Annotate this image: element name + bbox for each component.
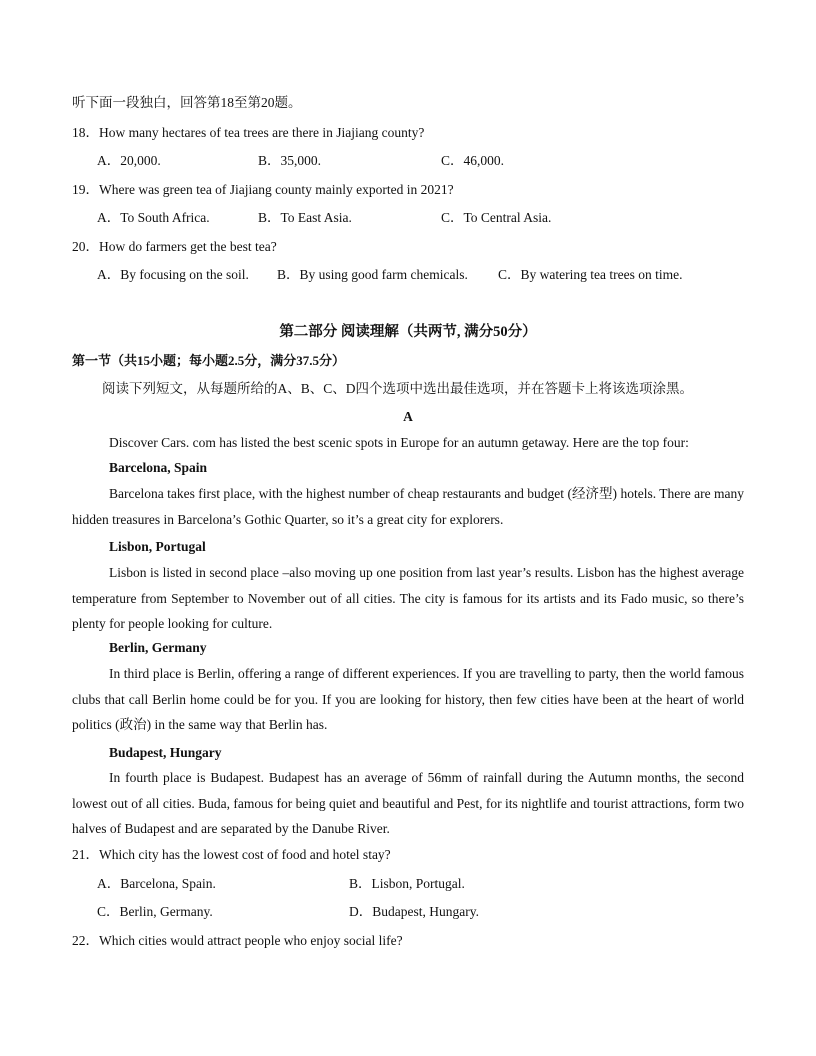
part-two-title: 第二部分 阅读理解（共两节, 满分50分） [279, 324, 537, 340]
question-19-option-c: C．To Central Asia. [441, 210, 552, 225]
city-heading-barcelona: Barcelona, Spain [109, 460, 208, 475]
question-18-option-b: B．35,000. [258, 153, 322, 168]
question-20-option-c: C．By watering tea trees on time. [498, 267, 683, 282]
question-20-option-b: B．By using good farm chemicals. [277, 267, 468, 282]
question-18-option-a: A．20,000. [97, 153, 161, 168]
reading-instruction: 阅读下列短文，从每题所给的A、B、C、D四个选项中选出最佳选项，并在答题卡上将该选项涂黑。 [102, 381, 694, 396]
city-text-barcelona: Barcelona takes first place, with the highest number of cheap restaurants and budget (经济型) hotels. There are many hidden treasures in Barcelona’s Gothic Quarter, so it’s a great city for explorers. [72, 486, 744, 527]
question-22-stem: 22．Which cities would attract people who enjoy social life? [72, 933, 403, 948]
city-text-lisbon: Lisbon is listed in second place –also moving up one position from last year’s results. Lisbon has the highest average temperature from September to November out of all cities. The city is famous for its artists and its Fado music, so there’s plenty for people looking for culture. [72, 565, 744, 631]
question-20-stem: 20．How do farmers get the best tea? [72, 239, 277, 254]
section-one-title: 第一节（共15小题；每小题2.5分，满分37.5分） [72, 353, 346, 368]
question-21-stem: 21．Which city has the lowest cost of food and hotel stay? [72, 847, 391, 862]
question-21-option-c: C．Berlin, Germany. [97, 904, 213, 919]
question-20-option-a: A．By focusing on the soil. [97, 267, 249, 282]
question-18-option-c: C．46,000. [441, 153, 505, 168]
question-19-stem: 19．Where was green tea of Jiajiang county mainly exported in 2021? [72, 182, 454, 197]
city-text-budapest: In fourth place is Budapest. Budapest has an average of 56mm of rainfall during the Autumn months, the second lowest out of all cities. Buda, famous for being quiet and beautiful and Pest, for its nightlife and tourist attractions, form two halves of Budapest and are separated by the Danube River. [72, 770, 744, 836]
listening-intro: 听下面一段独白，回答第18至第20题。 [72, 95, 302, 110]
city-text-berlin: In third place is Berlin, offering a range of different experiences. If you are travelling to party, then the world famous clubs that call Berlin home could be for you. If you are looking for history, then few cities have been at the heart of world politics (政治) in the same way that Berlin has. [72, 666, 744, 732]
question-21-option-a: A．Barcelona, Spain. [97, 876, 216, 891]
passage-label: A [403, 409, 413, 424]
question-21-option-d: D．Budapest, Hungary. [349, 904, 479, 919]
passage-intro: Discover Cars. com has listed the best scenic spots in Europe for an autumn getaway. Here are the top four: [109, 435, 689, 450]
question-19-option-a: A．To South Africa. [97, 210, 210, 225]
city-heading-lisbon: Lisbon, Portugal [109, 539, 206, 554]
question-18-stem: 18．How many hectares of tea trees are there in Jiajiang county? [72, 125, 425, 140]
city-heading-budapest: Budapest, Hungary [109, 745, 222, 760]
question-19-option-b: B．To East Asia. [258, 210, 352, 225]
city-heading-berlin: Berlin, Germany [109, 640, 207, 655]
question-21-option-b: B．Lisbon, Portugal. [349, 876, 465, 891]
